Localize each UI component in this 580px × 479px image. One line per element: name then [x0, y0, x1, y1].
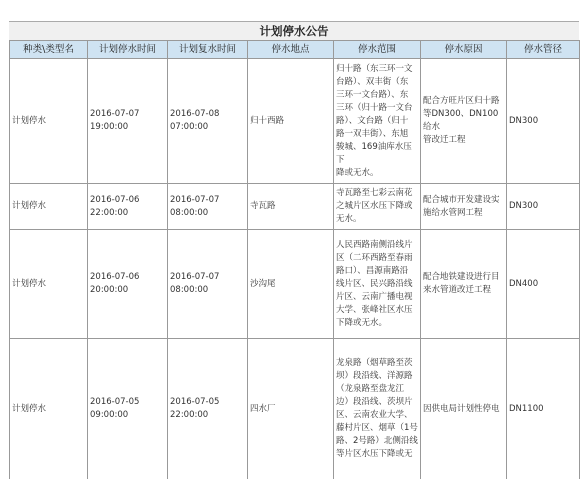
range-line: 降或无水。: [336, 167, 379, 178]
header-reason: 停水原因: [421, 41, 507, 59]
cell-reason: [421, 59, 507, 184]
cell-diameter: DN300: [507, 59, 580, 184]
range-line: 路口）、昌源南路沿: [336, 265, 409, 276]
cell-type: 计划停水: [10, 339, 88, 479]
stop-clock: 22:00:00: [90, 207, 129, 218]
resume-date: 2016-07-07: [170, 194, 220, 205]
range-line: 龙泉路（烟草路至茨: [336, 358, 413, 368]
reason-line: 配合城市开发建设实: [423, 194, 500, 205]
cell-reason: [421, 230, 507, 339]
resume-clock: 08:00:00: [170, 285, 209, 295]
range-line: 无水。: [336, 214, 362, 224]
resume-clock: 22:00:00: [170, 410, 209, 420]
range-line: 路一双丰街）、东旭: [336, 128, 409, 139]
cell-location: 归十西路: [248, 59, 334, 184]
stop-clock: 20:00:00: [90, 285, 129, 295]
range-line: 坝）段沿线、洋源路: [336, 371, 413, 381]
range-line: 归十路（东三环一文: [336, 63, 413, 74]
reason-line: 等DN300、DN100给水: [423, 109, 499, 132]
range-line: 藤村片区、烟草（1号: [336, 423, 418, 433]
water-outage-table: [9, 40, 580, 479]
reason-line: 施给水管网工程: [423, 207, 483, 218]
range-line: 寺瓦路至七彩云南花: [336, 188, 413, 198]
cell-range: [334, 59, 421, 184]
range-line: 路）、文台路（归十: [336, 115, 409, 126]
cell-reason: [421, 184, 507, 230]
range-line: 区（二环西路至春雨: [336, 252, 413, 263]
resume-date: 2016-07-05: [170, 397, 220, 407]
range-line: 片区、云南广播电视: [336, 291, 413, 302]
reason-line: 管改迁工程: [423, 135, 466, 145]
cell-type: 计划停水: [10, 230, 88, 339]
resume-clock: 08:00:00: [170, 207, 209, 218]
cell-stop-time: [88, 184, 168, 230]
table-row: [10, 230, 580, 339]
range-line: 边）段沿线、茨坝片: [336, 397, 413, 407]
table-row: [10, 59, 580, 184]
cell-resume-time: [168, 59, 248, 184]
header-range: 停水范围: [334, 41, 421, 59]
cell-reason: [421, 339, 507, 479]
cell-resume-time: [168, 339, 248, 479]
range-line: 等片区水压下降或无: [336, 449, 413, 459]
stop-clock: 09:00:00: [90, 410, 129, 420]
cell-range: [334, 230, 421, 339]
header-diameter: 停水管径: [507, 41, 580, 59]
cell-location: 寺瓦路: [248, 184, 334, 230]
table-row: [10, 339, 580, 479]
cell-range: [334, 339, 421, 479]
cell-diameter: DN1100: [507, 339, 580, 479]
range-line: 大学、张峰社区水压: [336, 304, 413, 315]
cell-stop-time: [88, 339, 168, 479]
cell-stop-time: [88, 59, 168, 184]
range-line: 之城片区水压下降或: [336, 201, 413, 211]
stop-date: 2016-07-07: [90, 109, 140, 119]
cell-diameter: DN300: [507, 184, 580, 230]
header-stop-time: 计划停水时间: [88, 41, 168, 59]
cell-stop-time: [88, 230, 168, 339]
range-line: （龙泉路至盘龙江: [336, 384, 405, 394]
range-line: 三环（归十路一文台: [336, 102, 413, 113]
cell-range: [334, 184, 421, 230]
header-resume-time: 计划复水时间: [168, 41, 248, 59]
cell-type: 计划停水: [10, 184, 88, 230]
reason-line: 来水管道改迁工程: [423, 285, 492, 295]
range-line: 三环一文台路）、东: [336, 89, 409, 100]
resume-date: 2016-07-07: [170, 272, 220, 282]
cell-diameter: DN400: [507, 230, 580, 339]
range-line: 线片区、民兴路沿线: [336, 278, 413, 289]
header-type: 种类\类型名: [10, 41, 88, 59]
range-line: 区、云南农业大学、: [336, 410, 413, 420]
range-line: 骏城、169油库水压下: [336, 141, 412, 165]
table-row: [10, 184, 580, 230]
cell-resume-time: [168, 230, 248, 339]
cell-location: 四水厂: [248, 339, 334, 479]
cell-type: 计划停水: [10, 59, 88, 184]
reason-line: 配合地铁建设进行目: [423, 272, 500, 282]
header-location: 停水地点: [248, 41, 334, 59]
stop-date: 2016-07-06: [90, 194, 140, 205]
stop-date: 2016-07-06: [90, 272, 140, 282]
cell-resume-time: [168, 184, 248, 230]
reason-line: 因供电局计划性停电: [423, 403, 500, 414]
stop-clock: 19:00:00: [90, 122, 129, 132]
resume-clock: 07:00:00: [170, 122, 209, 132]
resume-date: 2016-07-08: [170, 109, 220, 119]
table-header-row: [10, 41, 580, 59]
range-line: 台路）、双丰街（东: [336, 76, 409, 87]
reason-line: 配合方旺片区归十路: [423, 96, 500, 106]
range-line: 下降或无水。: [336, 317, 388, 328]
stop-date: 2016-07-05: [90, 397, 140, 407]
cell-location: 沙沟尾: [248, 230, 334, 339]
range-line: 人民西路南侧沿线片: [336, 239, 413, 250]
notice-title: 计划停水公告: [9, 21, 579, 41]
range-line: 路、2号路）北侧沿线: [336, 436, 418, 446]
